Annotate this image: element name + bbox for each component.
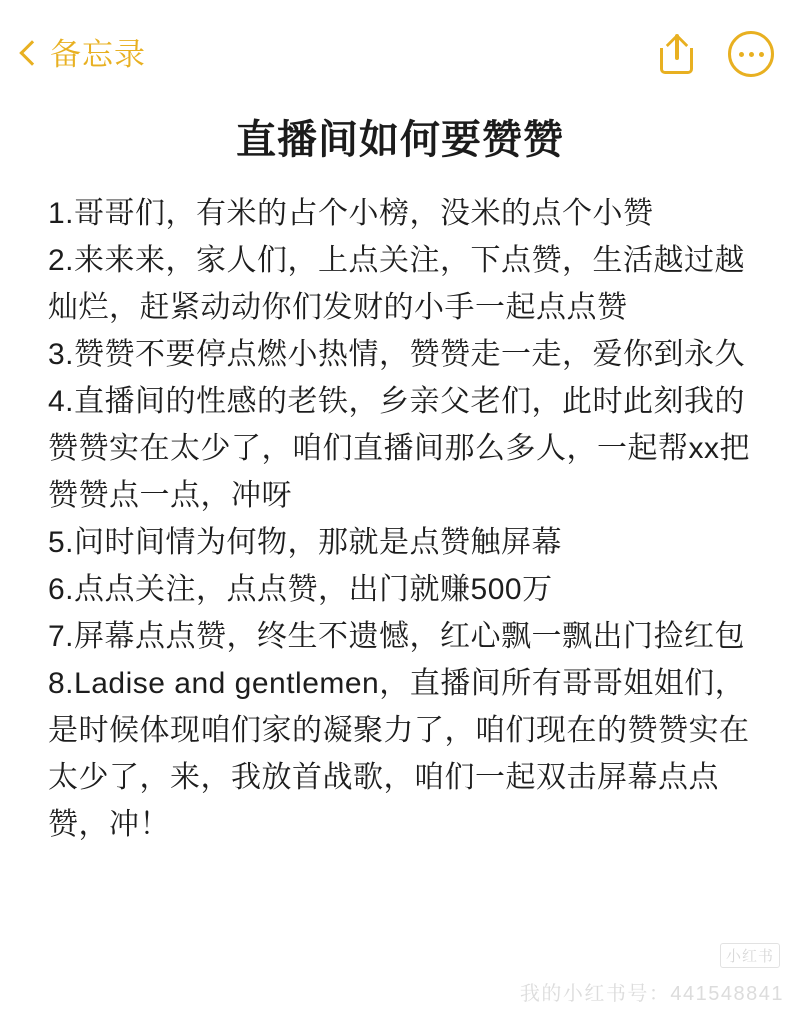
- page-title: 直播间如何要赞赞: [236, 118, 564, 162]
- more-dot-1: [739, 52, 744, 57]
- watermark-logo: 小红书: [720, 943, 780, 968]
- note-line: 5.问时间情为何物，那就是点赞触屏幕: [48, 526, 563, 559]
- more-dot-3: [759, 52, 764, 57]
- note-line: 2.来来来，家人们，上点关注，下点赞，生活越过越灿烂，赶紧动动你们发财的小手一起点点赞: [48, 244, 746, 324]
- note-line: 3.赞赞不要停点燃小热情，赞赞走一走，爱你到永久: [48, 338, 746, 371]
- back-button-label: 备忘录: [50, 36, 146, 72]
- note-content[interactable]: [0, 108, 800, 1020]
- navbar-actions: [656, 31, 774, 77]
- navigation-bar: [0, 0, 800, 108]
- share-icon[interactable]: [656, 31, 698, 77]
- note-line: 4.直播间的性感的老铁，乡亲父老们，此时此刻我的赞赞实在太少了，咱们直播间那么多人，一起帮xx把赞赞点一点，冲呀: [48, 385, 750, 512]
- more-dot-2: [749, 52, 754, 57]
- note-line: 7.屏幕点点赞，终生不遗憾，红心飘一飘出门捡红包: [48, 620, 746, 653]
- note-line: 8.Ladise and gentlemen，直播间所有哥哥姐姐们，是时候体现咱们家的凝聚力了，咱们现在的赞赞实在太少了，来，我放首战歌，咱们一起双击屏幕点点赞，冲！: [48, 667, 750, 841]
- note-line: 6.点点关注，点点赞，出门就赚500万: [48, 573, 553, 606]
- chevron-left-icon: [18, 37, 40, 71]
- watermark-user-id: 我的小红书号：441548841: [519, 983, 784, 1005]
- note-line: 1.哥哥们，有米的占个小榜，没米的点个小赞: [48, 197, 654, 230]
- back-button[interactable]: [18, 37, 146, 71]
- more-ellipsis-icon[interactable]: [728, 31, 774, 77]
